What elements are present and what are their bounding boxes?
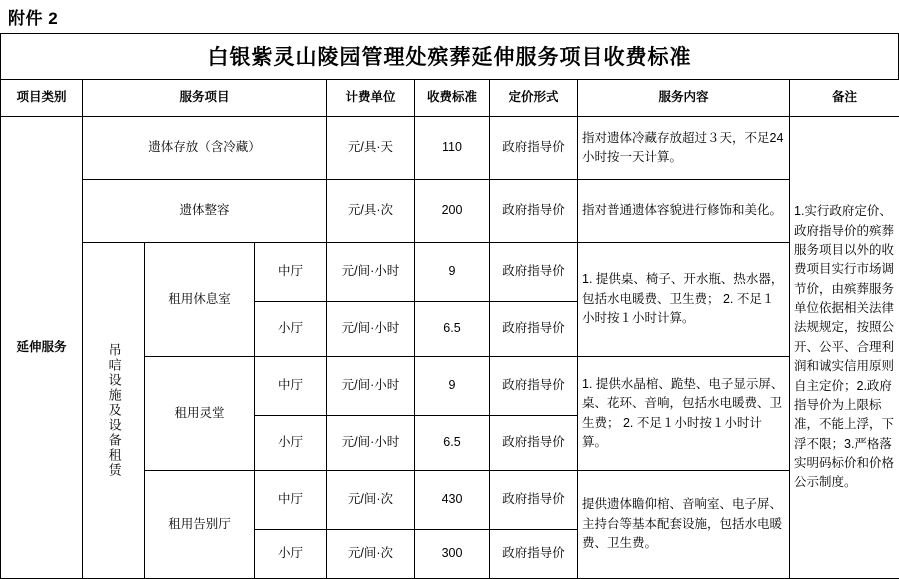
- pricing-form-value: 政府指导价: [490, 243, 578, 302]
- service-content: 指对遗体冷藏存放超过３天，不足24小时按一天计算。: [578, 117, 790, 180]
- price-value: 430: [415, 471, 490, 530]
- price-value: 6.5: [415, 416, 490, 471]
- header-price: 收费标准: [415, 80, 490, 117]
- fee-standard-table: [0, 79, 899, 579]
- attachment-label: 附件 2: [0, 0, 899, 31]
- unit-value: 元/间·小时: [327, 416, 415, 471]
- service-name: 租用灵堂: [145, 357, 255, 471]
- category-cell: [1, 117, 83, 579]
- header-remark: 备注: [790, 80, 899, 117]
- service-content: 提供遗体瞻仰棺、音响室、电子屏、主持台等基本配套设施，包括水电暖费、卫生费。: [578, 471, 790, 579]
- price-value: 300: [415, 530, 490, 579]
- unit-value: 元/间·小时: [327, 302, 415, 357]
- pricing-form-value: 政府指导价: [490, 471, 578, 530]
- service-sub-name: 小厅: [255, 530, 327, 579]
- unit-value: 元/间·小时: [327, 243, 415, 302]
- header-pricing-form: 定价形式: [490, 80, 578, 117]
- service-content: 1. 提供水晶棺、跪垫、电子显示屏、桌、花环、音响，包括水电暖费、卫生费； 2. 不足１小时按１小时计算。: [578, 357, 790, 471]
- pricing-form-value: 政府指导价: [490, 180, 578, 243]
- service-content: 1. 提供桌、椅子、开水瓶、热水器，包括水电暖费、卫生费； 2. 不足１小时按１小时计算。: [578, 243, 790, 357]
- price-value: 110: [415, 117, 490, 180]
- pricing-form-value: 政府指导价: [490, 416, 578, 471]
- service-content: 指对普通遗体容貌进行修饰和美化。: [578, 180, 790, 243]
- header-unit: 计费单位: [327, 80, 415, 117]
- price-value: 200: [415, 180, 490, 243]
- table-row: [1, 243, 899, 302]
- unit-value: 元/具·天: [327, 117, 415, 180]
- service-name: 遗体存放（含冷藏）: [83, 117, 327, 180]
- table-header-row: [1, 80, 899, 117]
- service-sub-name: 中厅: [255, 471, 327, 530]
- service-name: 遗体整容: [83, 180, 327, 243]
- table-row: [1, 117, 899, 180]
- service-name: 租用告别厅: [145, 471, 255, 579]
- service-sub-name: 中厅: [255, 357, 327, 416]
- service-sub-name: 中厅: [255, 243, 327, 302]
- service-name: 租用休息室: [145, 243, 255, 357]
- title-bar: [0, 33, 899, 79]
- table-row: [1, 180, 899, 243]
- header-service-item: 服务项目: [83, 80, 327, 117]
- page-title: 白银紫灵山陵园管理处殡葬延伸服务项目收费标准: [208, 46, 692, 69]
- unit-value: 元/间·次: [327, 530, 415, 579]
- pricing-form-value: 政府指导价: [490, 117, 578, 180]
- unit-value: 元/具·次: [327, 180, 415, 243]
- rental-group-cell: [83, 243, 145, 579]
- price-value: 6.5: [415, 302, 490, 357]
- header-category: 项目类别: [1, 80, 83, 117]
- price-value: 9: [415, 357, 490, 416]
- header-service-content: 服务内容: [578, 80, 790, 117]
- service-sub-name: 小厅: [255, 302, 327, 357]
- category-label: 延伸服务: [16, 340, 66, 354]
- service-sub-name: 小厅: [255, 416, 327, 471]
- rental-group-label: 吊唁设施及设备租赁: [105, 343, 121, 478]
- price-value: 9: [415, 243, 490, 302]
- pricing-form-value: 政府指导价: [490, 530, 578, 579]
- remark-cell: 1.实行政府定价、政府指导价的殡葬服务项目以外的收费项目实行市场调节价，由殡葬服务单位依据相关法律法规规定，按照公开、公平、合理利润和诚实信用原则自主定价；2.政府指导价为上限标准，不能上浮，下浮不限；3.严格落实明码标价和价格公示制度。: [790, 117, 899, 579]
- pricing-form-value: 政府指导价: [490, 302, 578, 357]
- unit-value: 元/间·小时: [327, 357, 415, 416]
- unit-value: 元/间·次: [327, 471, 415, 530]
- pricing-form-value: 政府指导价: [490, 357, 578, 416]
